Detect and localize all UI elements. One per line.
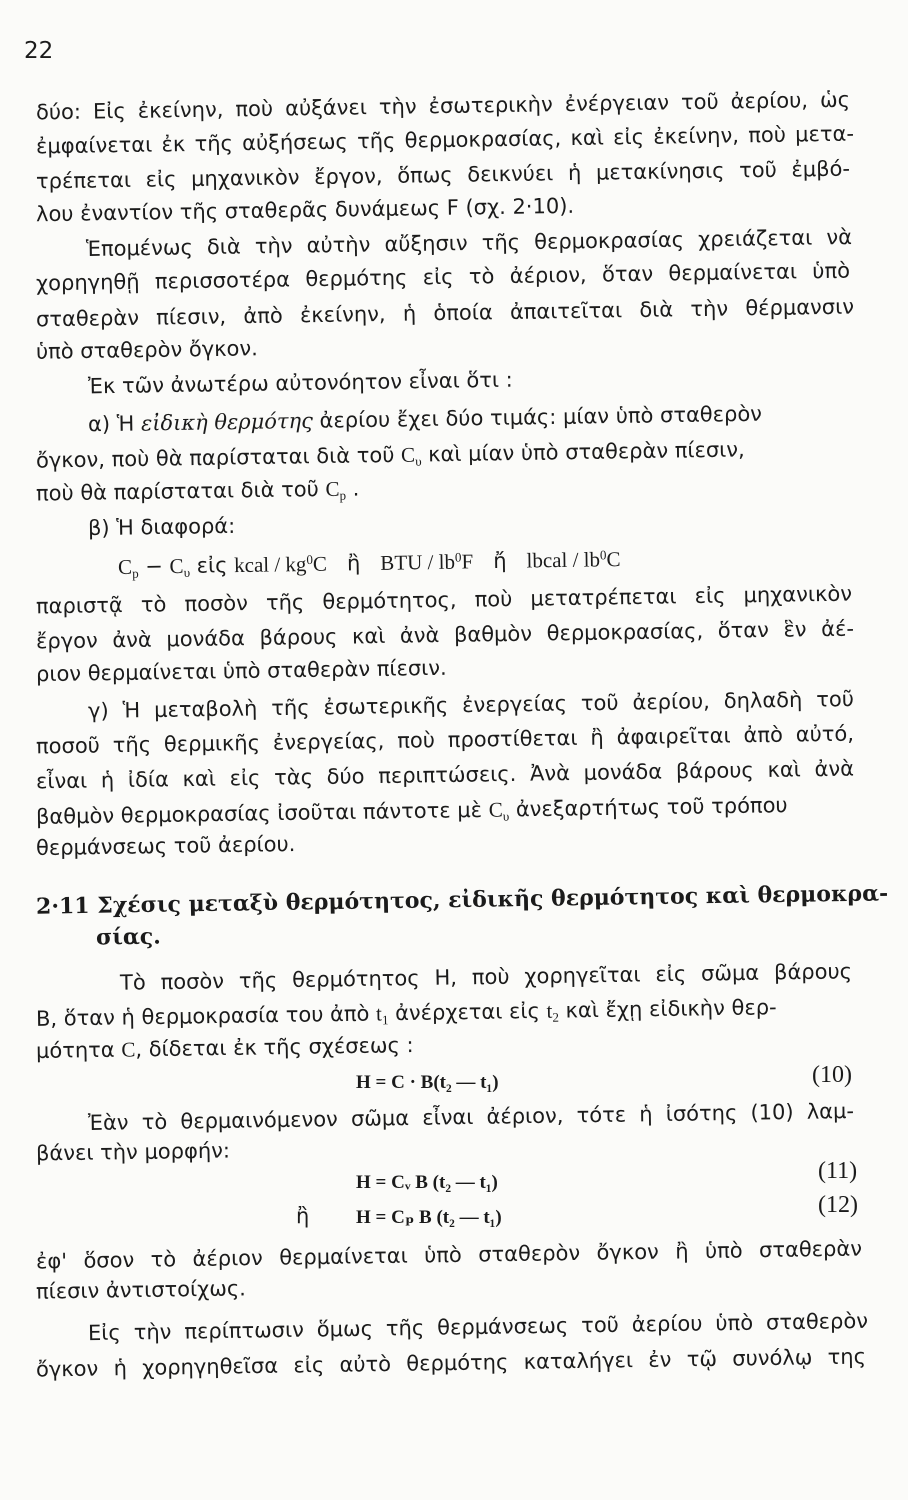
text-line: ὑπὸ σταθερὸν ὄγκον. (35, 336, 258, 364)
text-line: Ἐὰν τὸ θερμαινόμενον σῶμα εἶναι ἀέριον, τότε ἡ ἰσότης (10) λαμ- (87, 1098, 855, 1136)
text-line: Ἑπομένως διὰ τὴν αὐτὴν αὔξησιν τῆς θερμοκρασίας χρειάζεται νὰ (85, 224, 853, 262)
text-line: Β, ὅταν ἡ θερμοκρασία του ἀπὸ $t_1$ ἀνέρχεται εἰς $t_2$ καὶ ἔχῃ εἰδικὴν θερ- (35, 995, 777, 1031)
section-heading-cont: σίας. (95, 923, 162, 951)
text-line: δύο: Εἰς ἐκείνην, ποὺ αὐξάνει τὴν ἐσωτερικὴν ἐνέργειαν τοῦ ἀερίου, ὡς (35, 87, 851, 125)
text-line: Τὸ ποσὸν τῆς θερμότητος Η, ποὺ χορηγεῖται εἰς σῶμα βάρους (119, 959, 853, 995)
text-line: ἐφ' ὅσον τὸ ἀέριον θερμαίνεται ὑπὸ σταθερὸν ὄγκον ἢ ὑπὸ σταθερὰν (35, 1236, 863, 1274)
text-line: χορηγηθῇ περισσοτέρα θερμότης εἰς τὸ ἀέριον, ὅταν θερμαίνεται ὑπὸ (35, 258, 851, 296)
equation-10: Η = C · B(t₂ — t₁) (356, 1072, 499, 1093)
text-line: εἶναι ἡ ἰδία καὶ εἰς τὰς δύο περιπτώσεις. Ἀνὰ μονάδα βάρους καὶ ἀνὰ (35, 756, 855, 794)
text-line: ριον θερμαίνεται ὑπὸ σταθερὰν πίεσιν. (35, 655, 447, 687)
text-line: μότητα C, δίδεται ἐκ τῆς σχέσεως : (35, 1033, 414, 1063)
equation-number: (11) (818, 1158, 858, 1184)
text-line: ποσοῦ τῆς θερμικῆς ἐνεργείας, ποὺ προστίθεται ἢ ἀφαιρεῖται ἀπὸ αὐτό, (35, 721, 855, 759)
text-line: παριστᾷ τὸ ποσὸν τῆς θερμότητος, ποὺ μετατρέπεται εἰς μηχανικὸν (35, 581, 853, 619)
text-line: βάνει τὴν μορφήν: (35, 1138, 231, 1166)
text-line: τρέπεται εἰς μηχανικὸν ἔργον, ὅπως δεικνύει ἡ μετακίνησις τοῦ ἐμβό- (35, 156, 851, 194)
text-line: ἐμφαίνεται ἐκ τῆς αὐξήσεως τῆς θερμοκρασίας, καὶ εἰς ἐκείνην, ποὺ μετα- (35, 121, 855, 159)
equation-number: (12) (818, 1192, 858, 1218)
text-line: ὄγκον ἡ χορηγηθεῖσα εἰς αὐτὸ θερμότης καταλήγει ἐν τῷ συνόλῳ της (35, 1344, 867, 1382)
text-line: ὄγκον, ποὺ θὰ παρίσταται διὰ τοῦ $C_\upsilon$ καὶ μίαν ὑπὸ σταθερὰν πίεσιν, (35, 437, 745, 473)
page-number: 22 (24, 38, 54, 64)
text-line: Εἰς τὴν περίπτωσιν ὅμως τῆς θερμάνσεως τοῦ ἀερίου ὑπὸ σταθερὸν (87, 1308, 869, 1346)
equation-11: Η = Cᵥ B (t₂ — t₁) (356, 1172, 498, 1193)
equation-number: (10) (812, 1062, 852, 1088)
text-line: βαθμὸν θερμοκρασίας ἰσοῦται πάντοτε μὲ $C_\upsilon$ ἀνεξαρτήτως τοῦ τρόπου (35, 793, 788, 829)
text-line: β) Ἡ διαφορά: (87, 513, 236, 541)
text-line: ποὺ θὰ παρίσταται διὰ τοῦ $C_p$ . (35, 476, 360, 506)
equation-or: ἢ (296, 1204, 310, 1228)
text-line: γ) Ἡ μεταβολὴ τῆς ἐσωτερικῆς ἐνεργείας τοῦ ἀερίου, δηλαδὴ τοῦ (87, 686, 855, 724)
text-line: σταθερὰν πίεσιν, ἀπὸ ἐκείνην, ἡ ὁποία ἀπαιτεῖται διὰ τὴν θέρμανσιν (35, 294, 855, 332)
text-line: λου ἐναντίον τῆς σταθερᾶς δυνάμεως F (σχ. 2·10). (35, 193, 575, 227)
text-line: πίεσιν ἀντιστοίχως. (35, 1276, 247, 1304)
equation-12: Η = Cₚ B (t₂ — t₁) (356, 1207, 502, 1228)
text-line: α) Ἡ εἰδικὴ θερμότης ἀερίου ἔχει δύο τιμάς: μίαν ὑπὸ σταθερὸν (87, 401, 763, 437)
text-line: ἔργον ἀνὰ μονάδα βάρους καὶ ἀνὰ βαθμὸν θερμοκρασίας, ὅταν ἓν ἀέ- (35, 616, 855, 654)
section-heading: 2·11 Σχέσις μεταξὺ θερμότητος, εἰδικῆς θερμότητος καὶ θερμοκρα- (35, 880, 889, 920)
formula-line: $C_p - C_\upsilon$ εἰς kcal / $kg^0C$ ἢ BTU / $lb^0F$ ἤ lbcal / $lb^0C$ (117, 547, 621, 581)
text-line: θερμάνσεως τοῦ ἀερίου. (35, 831, 296, 861)
text-line: Ἐκ τῶν ἀνωτέρω αὐτονόητον εἶναι ὅτι : (87, 367, 513, 399)
